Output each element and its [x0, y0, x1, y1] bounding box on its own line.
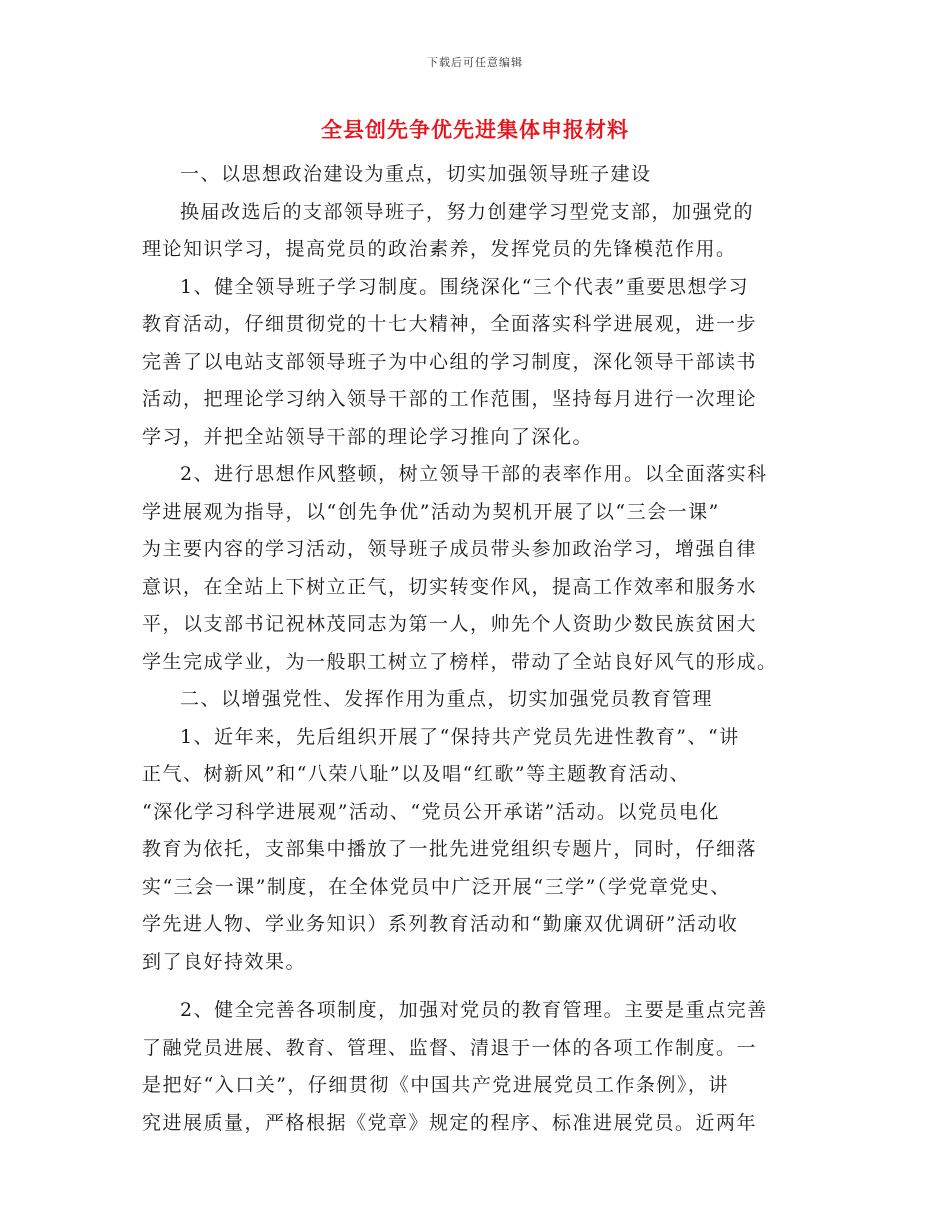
section-heading-1: 一、以思想政治建设为重点，切实加强领导班子建设	[180, 163, 652, 185]
paragraph-item-1-1: 1、健全领导班子学习制度。围绕深化“三个代表”重要思想学习 教育活动，仔细贯彻党的十七大精神，全面落实科学进展观，进一步 完善了以电站支部领导班子为中心组的学习制度，深化领导干部读书 活动，把理论学习纳入领导干部的工作范围，坚持每月进行一次理论 学习，并把全站领导干部的理论学习推向了深化。	[142, 275, 758, 448]
document-body	[142, 156, 810, 1142]
document-title: 全县创先争优先进集体申报材料	[321, 117, 629, 142]
section-heading-2: 二、以增强党性、发挥作用为重点，切实加强党员教育管理	[180, 688, 714, 710]
paragraph-item-1-2: 2、进行思想作风整顿，树立领导干部的表率作用。以全面落实科 学进展观为指导，以“创先争优”活动为契机开展了以“三会一课” 为主要内容的学习活动，领导班子成员带头参加政治学习，增强自律 意识，在全站上下树立正气，切实转变作风，提高工作效率和服务水 平，以支部书记祝林茂同志为第一人，帅先个人资助少数民族贫困大 学生完成学业，为一般职工树立了榜样，带动了全站良好风气的形成。	[142, 463, 778, 673]
paragraph-item-2-2: 2、健全完善各项制度，加强对党员的教育管理。主要是重点完善 了融党员进展、教育、管理、监督、清退于一体的各项工作制度。一 是把好“入口关”，仔细贯彻《中国共产党进展党员工作条例》，讲 究进展质量，严格根据《党章》规定的程序、标准进展党员。近两年	[142, 999, 768, 1134]
paragraph-item-2-1: 1、近年来，先后组织开展了“保持共产党员先进性教育”、“讲 正气、树新风”和“八荣八耻”以及唱“红歌”等主题教育活动、 “深化学习科学进展观”活动、“党员公开承诺”活动。以党员电化 教育为依托，支部集中播放了一批先进党组织专题片，同时，仔细落 实“三会一课”制度，在全体党员中广泛开展“三学”（学党章党史、 学先进人物、学业务知识）系列教育活动和“勤廉双优调研”活动收 到了良好持效果。	[142, 725, 758, 973]
paragraph-intro: 换届改选后的支部领导班子，努力创建学习型党支部，加强党的 理论知识学习，提高党员的政治素养，发挥党员的先锋模范作用。	[142, 200, 755, 260]
page-header-note: 下载后可任意编辑	[427, 56, 523, 69]
